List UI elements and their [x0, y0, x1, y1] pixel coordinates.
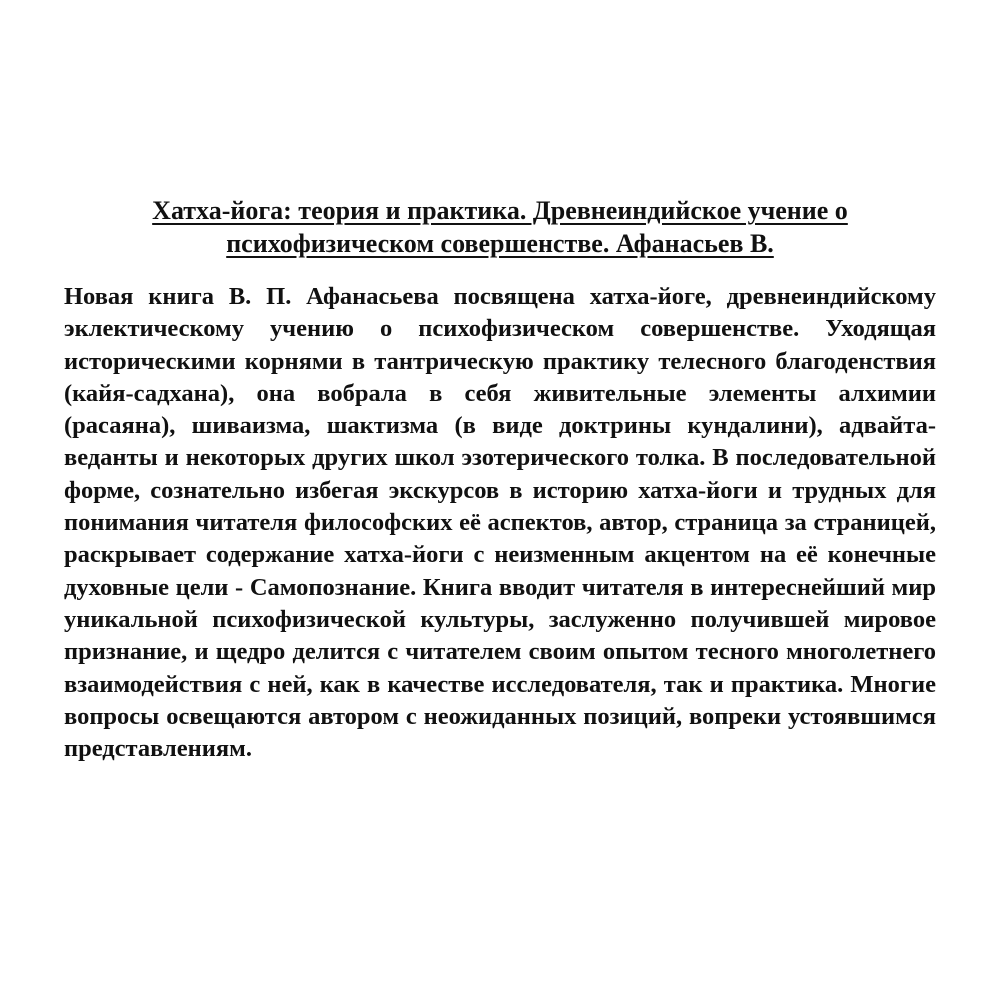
book-title: Хатха-йога: теория и практика. Древнеиндийское учение о психофизическом совершенстве. Афанасьев В.: [152, 196, 848, 258]
book-description: Новая книга В. П. Афанасьева посвящена хатха-йоге, древнеиндийскому эклектическому учению о психофизическом совершенстве. Уходящая историческими корнями в тантрическую практику телесного благоденствия (кайя-садхана), она вобрала в себя живительные элементы алхимии (расаяна), шиваизма, шактизма (в виде доктрины кундалини), адвайта-веданты и некоторых других школ эзотерического толка. В последовательной форме, сознательно избегая экскурсов в историю хатха-йоги и трудных для понимания читателя философских её аспектов, автор, страница за страницей, раскрывает содержание хатха-йоги с неизменным акцентом на её конечные духовные цели - Самопознание. Книга вводит читателя в интереснейший мир уникальной психофизической культуры, заслуженно получившей мировое признание, и щедро делится с читателем своим опытом тесного многолетнего взаимодействия с ней, как в качестве исследователя, так и практика. Многие вопросы освещаются автором с неожиданных позиций, вопреки устоявшимся представлениям.: [64, 283, 936, 763]
